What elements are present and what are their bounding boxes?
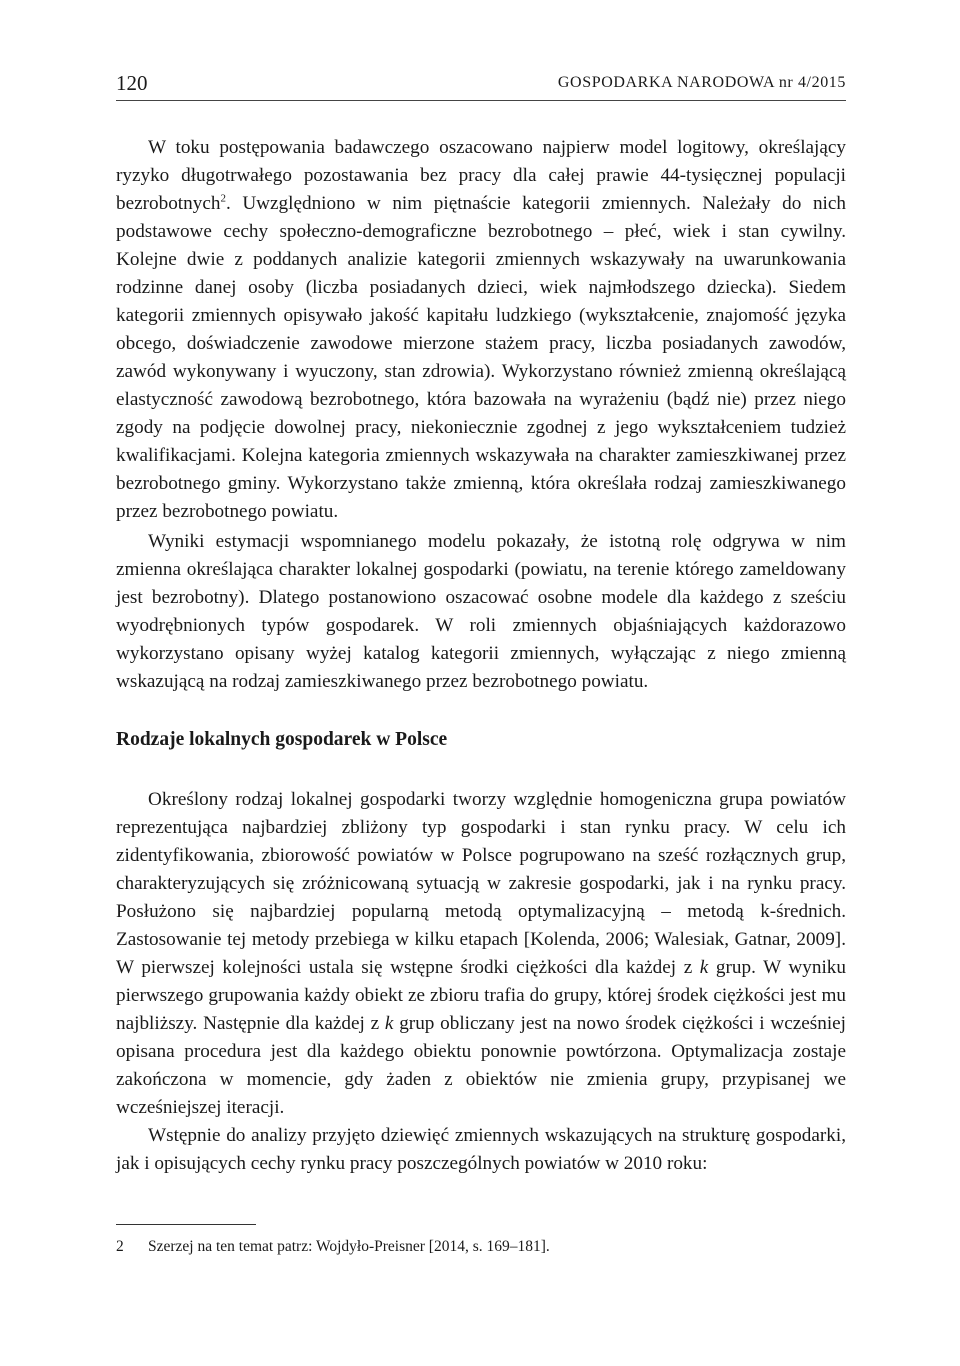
footnote — [116, 1236, 846, 1258]
paragraph-variables: Wstępnie do analizy przyjęto dziewięć zmiennych wskazujących na strukturę gospodarki, jak i opisujących cechy rynku pracy poszczególnych powiatów w 2010 roku: — [116, 1125, 846, 1174]
running-header — [116, 70, 846, 101]
paragraph-kmeans-b: grup. W wyniku pierwszego grupowania każdy obiekt ze zbioru trafia do grupy, której środek ciężkości jest mu najbliższy. Następnie dla każdej z — [116, 957, 846, 1034]
paragraph-model — [116, 134, 846, 526]
k-variable: k — [384, 1013, 394, 1034]
paragraph-model-text-b: . Uwzględniono w nim piętnaście kategorii zmiennych. Należały do nich podstawowe cechy społeczno-demograficzne bezrobotnego – płeć, wiek i stan cywilny. Kolejne dwie z poddanych analizie kategorii zmiennych wskazywały na uwarunkowania rodzinne danej osoby (liczba posiadanych dzieci, wiek najmłodszego dziecka). Siedem kategorii zmiennych opisywało jakość kapitału ludzkiego (wykształcenie, znajomość języka obcego, doświadczenie zawodowe mierzone stażem pracy, liczba posiadanych zawodów, zawód wykonywany i wyuczony, stan zdrowia). Wykorzystano również zmienną określającą elastyczność zawodową bezrobotnego, która bazowała na wyrażeniu (bądź nie) przez niego zgody na podjęcie dowolnej pracy, niekoniecznie zgodnej z jego wykształceniem tudzież kwalifikacjami. Kolejna kategoria zmiennych wskazywała na charakter zamieszkiwanej przez bezrobotnego gminy. Wykorzystano także zmienną, która określała rodzaj zamieszkiwanego przez bezrobotnego powiatu. — [116, 193, 846, 522]
footnote-ref: 2 — [220, 192, 226, 205]
footnote-text: Szerzej na ten temat patrz: Wojdyło-Preisner [2014, s. 169–181]. — [148, 1238, 550, 1255]
paragraph-kmeans-c: grup obliczany jest na nowo środek ciężkości i wcześniej opisana procedura jest dla każdego obiektu ponownie powtórzona. Optymalizacja zostaje zakończona w momencie, gdy żaden z obiektów nie zmienia grupy, przypisanej we wcześniejszej iteracji. — [116, 1013, 846, 1118]
section-heading: Rodzaje lokalnych gospodarek w Polsce — [116, 729, 448, 750]
paragraph-model-text-a: W toku postępowania badawczego oszacowano najpierw model logitowy, określający ryzyko długotrwałego pozostawania bez pracy dla całej prawie 44-tysięcznej populacji bezrobotnych — [116, 137, 846, 214]
footnote-separator — [116, 1224, 256, 1225]
journal-title: GOSPODARKA NARODOWA nr 4/2015 — [557, 74, 846, 91]
k-variable: k — [699, 957, 709, 978]
page-number: 120 — [116, 71, 148, 95]
main-text — [116, 134, 846, 1178]
footnote-number: 2 — [116, 1238, 124, 1255]
paragraph-results: Wyniki estymacji wspomnianego modelu pokazały, że istotną rolę odgrywa w nim zmienna określająca charakter lokalnej gospodarki (powiatu, na terenie którego zameldowany jest bezrobotny). Dlatego postanowiono oszacować osobne modele dla każdego z sześciu wyodrębnionych typów gospodarek. W roli zmiennych objaśniających każdorazowo wykorzystano opisany wyżej katalog kategorii zmiennych, wyłączając z niego zmienną wskazującą na rodzaj zamieszkiwanego przez bezrobotnego powiatu. — [116, 531, 846, 692]
paragraph-kmeans — [116, 786, 846, 1122]
paragraph-kmeans-a: Określony rodzaj lokalnej gospodarki tworzy względnie homogeniczna grupa powiatów reprezentująca najbardziej zbliżony typ gospodarki i stan rynku pracy. W celu ich zidentyfikowania, zbiorowość powiatów w Polsce pogrupowano na sześć rozłącznych grup, charakteryzujących się zróżnicowaną sytuacją w zakresie gospodarki, jak i na rynku pracy. Posłużono się najbardziej popularną metodą optymalizacyjną – metodą k-średnich. Zastosowanie tej metody przebiega w kilku etapach [Kolenda, 2006; Walesiak, Gatnar, 2009]. W pierwszej kolejności ustala się wstępne środki ciężkości dla każdej z — [116, 789, 846, 978]
